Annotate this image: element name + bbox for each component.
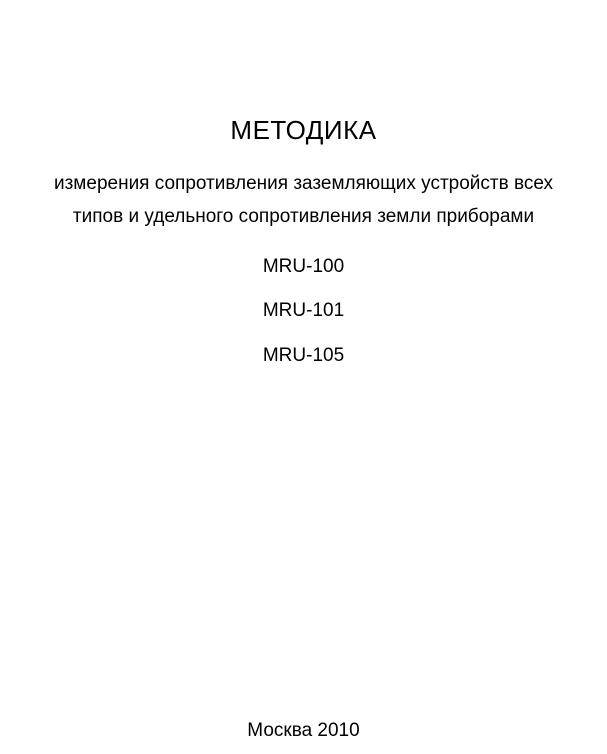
document-footer-place-year: Москва 2010 xyxy=(247,720,360,741)
model-name: MRU-101 xyxy=(262,300,345,321)
model-name: MRU-100 xyxy=(262,256,345,277)
document-title: МЕТОДИКА xyxy=(230,115,377,145)
document-subtitle-line-1: измерения сопротивления заземляющих устройств всех xyxy=(53,173,554,194)
model-name: MRU-105 xyxy=(262,345,345,366)
document-subtitle-line-2: типов и удельного сопротивления земли приборами xyxy=(72,206,535,227)
